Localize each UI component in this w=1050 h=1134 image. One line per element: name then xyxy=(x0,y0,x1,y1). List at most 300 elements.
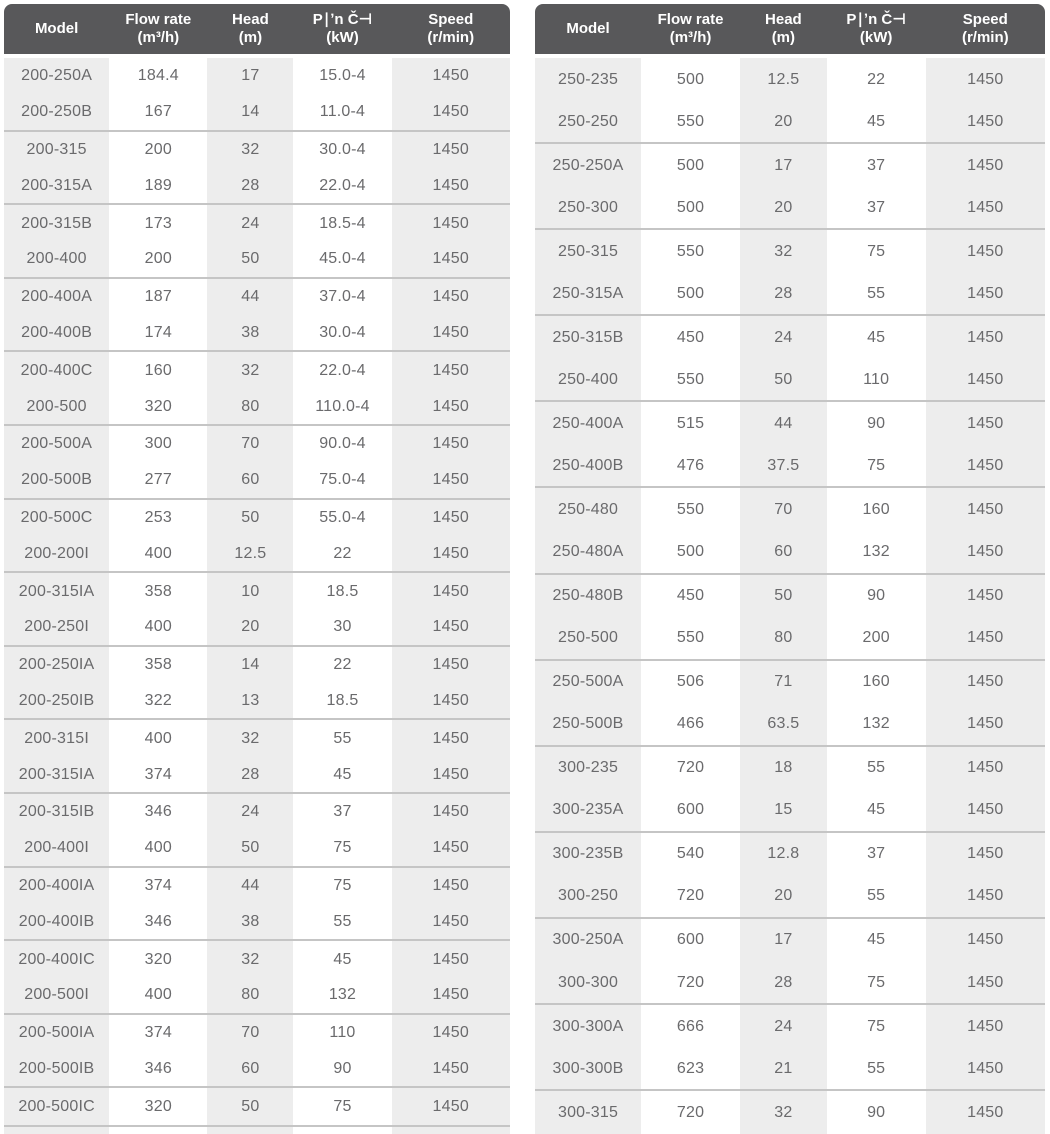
cell-speed: 1450 xyxy=(392,389,510,424)
cell-model: 200-400B xyxy=(4,316,109,351)
cell-model: 250-480A xyxy=(535,532,641,573)
cell-model: 200-400IB xyxy=(4,904,109,939)
cell-speed: 1450 xyxy=(926,833,1045,876)
header-label: P∣ʼn Č⊣ xyxy=(312,11,373,28)
cell-flow-rate: 277 xyxy=(109,463,207,498)
cell-model: 250-480B xyxy=(535,575,641,618)
cell-power: 11.0-4 xyxy=(293,95,391,130)
cell-speed: 1450 xyxy=(926,575,1045,618)
cell-power: 37 xyxy=(827,144,926,187)
cell-head: 12.5 xyxy=(740,58,827,101)
cell-speed: 1450 xyxy=(392,500,510,537)
cell-model: 300-300B xyxy=(535,1048,641,1089)
cell-head: 15 xyxy=(740,790,827,831)
table-row xyxy=(535,359,1045,402)
header-label: Model xyxy=(34,20,79,37)
cell-power: 37.0-4 xyxy=(293,279,391,316)
cell-flow-rate: 540 xyxy=(641,833,740,876)
cell-speed: 1450 xyxy=(926,919,1045,962)
cell-speed: 1450 xyxy=(926,1091,1045,1134)
cell-power: 90 xyxy=(827,402,926,445)
cell-head: 28 xyxy=(740,273,827,314)
table-row xyxy=(4,316,510,353)
cell-head: 24 xyxy=(740,1005,827,1048)
cell-flow-rate: 200 xyxy=(109,132,207,169)
cell-power: 132 xyxy=(827,532,926,573)
cell-flow-rate: 500 xyxy=(641,187,740,228)
cell-power: 55 xyxy=(293,904,391,939)
cell-model: 200-315IA xyxy=(4,757,109,792)
cell-power: 55 xyxy=(827,747,926,790)
table-row xyxy=(535,445,1045,488)
cell-model: 200-250A xyxy=(4,58,109,95)
cell-model: 250-315B xyxy=(535,316,641,359)
cell-speed: 1450 xyxy=(926,704,1045,745)
cell-flow-rate: 189 xyxy=(109,168,207,203)
table-row xyxy=(4,868,510,905)
cell-speed: 1450 xyxy=(392,794,510,831)
cell-model: 250-500A xyxy=(535,661,641,704)
cell-head: 28 xyxy=(207,757,293,792)
table-row xyxy=(4,831,510,868)
cell-head: 20 xyxy=(740,101,827,142)
cell-speed: 1450 xyxy=(392,720,510,757)
cell-flow-rate: 346 xyxy=(109,1052,207,1087)
table-row xyxy=(4,168,510,205)
cell-head: 17 xyxy=(740,144,827,187)
cell-head: 18 xyxy=(740,747,827,790)
cell-model: 200-500C xyxy=(4,500,109,537)
table-row xyxy=(4,684,510,721)
cell-power: 18.5 xyxy=(293,684,391,719)
cell-model: 200-400IA xyxy=(4,868,109,905)
cell-flow-rate: 173 xyxy=(109,205,207,242)
table-row xyxy=(535,833,1045,876)
cell-flow-rate: 160 xyxy=(109,352,207,389)
cell-flow-rate: 600 xyxy=(641,790,740,831)
cell-speed: 1450 xyxy=(926,316,1045,359)
cell-model: 250-315 xyxy=(535,230,641,273)
header-label: Speed xyxy=(962,11,1008,28)
cell-model: 300-250A xyxy=(535,919,641,962)
cell-power: 75 xyxy=(827,1005,926,1048)
cell-head: 20 xyxy=(207,610,293,645)
header-unit: (r/min) xyxy=(961,29,1009,46)
header-label: Flow rate xyxy=(125,11,192,28)
cell-speed: 1450 xyxy=(392,242,510,277)
table-row xyxy=(4,205,510,242)
cell-flow-rate: 400 xyxy=(109,610,207,645)
cell-power: 18.5 xyxy=(293,573,391,610)
cell-flow-rate: 358 xyxy=(109,573,207,610)
cell-power: 90 xyxy=(293,1052,391,1087)
cell-speed: 1450 xyxy=(392,316,510,351)
cell-speed: 1450 xyxy=(926,230,1045,273)
cell-head: 10 xyxy=(207,573,293,610)
cell-power: 45 xyxy=(293,757,391,792)
cell-power: 75 xyxy=(827,230,926,273)
cell-flow-rate: 400 xyxy=(109,831,207,866)
header-label: Speed xyxy=(428,11,474,28)
cell-model: 250-480 xyxy=(535,488,641,531)
cell-speed: 1450 xyxy=(926,101,1045,142)
cell-flow-rate: 187 xyxy=(109,279,207,316)
header-label: P∣ʼn Č⊣ xyxy=(846,11,906,28)
table-row xyxy=(535,230,1045,273)
cell-speed: 1450 xyxy=(392,168,510,203)
column-header-flow-rate xyxy=(641,4,740,54)
cell-head: 20 xyxy=(740,876,827,917)
cell-head: 14 xyxy=(207,95,293,130)
cell-head: 37.5 xyxy=(740,445,827,486)
cell-head: 32 xyxy=(207,132,293,169)
cell-flow-rate: 500 xyxy=(641,532,740,573)
cell-power: 75 xyxy=(827,962,926,1003)
table-row xyxy=(4,757,510,794)
cell-speed: 1450 xyxy=(392,132,510,169)
table-row xyxy=(4,573,510,610)
cell-speed: 1450 xyxy=(392,536,510,571)
table-row xyxy=(535,101,1045,144)
cell-head: 17 xyxy=(207,58,293,95)
table-row xyxy=(535,575,1045,618)
cell-head: 63.5 xyxy=(740,704,827,745)
cell-flow-rate: 300 xyxy=(109,426,207,463)
cell-head: 24 xyxy=(740,316,827,359)
table-body xyxy=(535,58,1045,1134)
cell-power: 75.0-4 xyxy=(293,463,391,498)
cell-flow-rate: 320 xyxy=(109,941,207,978)
cell-flow-rate: 466 xyxy=(641,704,740,745)
cell-speed: 1450 xyxy=(926,187,1045,228)
cell-flow-rate: 500 xyxy=(641,273,740,314)
cell-power: 200 xyxy=(827,618,926,659)
table-row xyxy=(535,1048,1045,1091)
column-header-head xyxy=(207,4,293,54)
cell-speed: 1450 xyxy=(926,1005,1045,1048)
cell-model: 200-200I xyxy=(4,536,109,571)
cell-model: 200-315I xyxy=(4,720,109,757)
cell-flow-rate: 400 xyxy=(109,978,207,1013)
header-unit: (kW) xyxy=(326,29,359,46)
table-row xyxy=(4,941,510,978)
cell-speed: 1450 xyxy=(392,58,510,95)
cell-head: 21 xyxy=(740,1048,827,1089)
cell-flow-rate: 500 xyxy=(641,58,740,101)
header-unit: (m) xyxy=(771,29,796,46)
column-header-power xyxy=(293,4,391,54)
cell-head: 60 xyxy=(740,532,827,573)
cell-power: 30 xyxy=(293,610,391,645)
cell-speed: 1450 xyxy=(926,273,1045,314)
cell-model: 200-315B xyxy=(4,205,109,242)
cell-power: 18.5-4 xyxy=(293,205,391,242)
cell-model: 200-500B xyxy=(4,463,109,498)
cell-head: 80 xyxy=(207,978,293,1013)
pump-spec-table-left xyxy=(4,4,510,1134)
cell-model: 250-500 xyxy=(535,618,641,659)
table-row xyxy=(4,58,510,95)
cell-model: 200-400I xyxy=(4,831,109,866)
cell-power: 30.0-4 xyxy=(293,132,391,169)
cell-flow-rate: 600 xyxy=(641,919,740,962)
cell-speed: 1450 xyxy=(926,359,1045,400)
cell-model: 250-400B xyxy=(535,445,641,486)
cell-power: 160 xyxy=(827,661,926,704)
table-row xyxy=(4,978,510,1015)
table-row xyxy=(4,463,510,500)
cell-power: 45 xyxy=(827,919,926,962)
cell-flow-rate: 666 xyxy=(641,1005,740,1048)
cell-power: 55 xyxy=(827,1048,926,1089)
cell-speed: 1450 xyxy=(926,1048,1045,1089)
cell-model: 300-235 xyxy=(535,747,641,790)
table-row-partial xyxy=(4,1125,510,1134)
cell-speed: 1450 xyxy=(392,684,510,719)
cell-power: 75 xyxy=(293,1088,391,1125)
cell-power: 132 xyxy=(827,704,926,745)
cell-model: 200-500A xyxy=(4,426,109,463)
cell-model: 250-250 xyxy=(535,101,641,142)
cell-power: 55 xyxy=(293,720,391,757)
cell-model: 200-500I xyxy=(4,978,109,1013)
cell-model: 250-300 xyxy=(535,187,641,228)
table-row xyxy=(4,794,510,831)
table-row xyxy=(535,618,1045,661)
cell-power: 45 xyxy=(827,101,926,142)
cell-flow-rate: 500 xyxy=(641,144,740,187)
cell-speed: 1450 xyxy=(392,647,510,684)
cell-flow-rate: 253 xyxy=(109,500,207,537)
cell-power: 22.0-4 xyxy=(293,352,391,389)
cell-model: 200-250I xyxy=(4,610,109,645)
cell-model: 300-315 xyxy=(535,1091,641,1134)
cell-power: 132 xyxy=(293,978,391,1013)
cell-power: 75 xyxy=(293,831,391,866)
cell-flow-rate: 550 xyxy=(641,230,740,273)
cell-speed: 1450 xyxy=(392,205,510,242)
table-row xyxy=(4,1015,510,1052)
cell-speed: 1450 xyxy=(392,904,510,939)
cell-flow-rate: 374 xyxy=(109,1015,207,1052)
cell-model: 300-300 xyxy=(535,962,641,1003)
cell-power: 90 xyxy=(827,575,926,618)
cell-model: 200-400 xyxy=(4,242,109,277)
cell-speed: 1450 xyxy=(926,58,1045,101)
cell-power: 90.0-4 xyxy=(293,426,391,463)
table-row xyxy=(535,144,1045,187)
column-header-flow-rate xyxy=(109,4,207,54)
cell-power: 30.0-4 xyxy=(293,316,391,351)
cell-speed: 1450 xyxy=(392,1052,510,1087)
cell-model: 200-315A xyxy=(4,168,109,203)
cell-model: 300-250 xyxy=(535,876,641,917)
cell-flow-rate: 720 xyxy=(641,747,740,790)
cell-speed: 1450 xyxy=(926,445,1045,486)
cell-power: 75 xyxy=(293,868,391,905)
table-row xyxy=(535,273,1045,316)
cell-head: 70 xyxy=(740,488,827,531)
cell-model: 250-500B xyxy=(535,704,641,745)
table-row xyxy=(535,488,1045,531)
table-row xyxy=(4,904,510,941)
table-row xyxy=(4,352,510,389)
column-header-speed xyxy=(926,4,1045,54)
cell-model: 200-315 xyxy=(4,132,109,169)
cell-flow-rate: 346 xyxy=(109,794,207,831)
cell-head: 13 xyxy=(207,684,293,719)
cell-head: 32 xyxy=(207,352,293,389)
cell-head: 50 xyxy=(207,500,293,537)
cell-speed: 1450 xyxy=(926,747,1045,790)
cell-model: 200-250IA xyxy=(4,647,109,684)
cell-model: 200-500 xyxy=(4,389,109,424)
cell-speed: 1450 xyxy=(392,352,510,389)
table-row xyxy=(4,389,510,426)
header-unit: (r/min) xyxy=(427,29,475,46)
table-row xyxy=(4,536,510,573)
cell-power: 55 xyxy=(827,273,926,314)
cell-power: 45 xyxy=(827,790,926,831)
table-row xyxy=(535,704,1045,747)
cell-power: 90 xyxy=(827,1091,926,1134)
cell-flow-rate: 506 xyxy=(641,661,740,704)
cell-speed: 1450 xyxy=(926,790,1045,831)
header-label: Head xyxy=(765,11,802,28)
table-row xyxy=(535,790,1045,833)
cell-model: 250-400A xyxy=(535,402,641,445)
table-row xyxy=(535,876,1045,919)
table-row xyxy=(4,279,510,316)
table-header xyxy=(535,4,1045,54)
table-row xyxy=(535,661,1045,704)
cell-head: 80 xyxy=(740,618,827,659)
cell-model: 200-400C xyxy=(4,352,109,389)
cell-flow-rate: 720 xyxy=(641,962,740,1003)
cell-speed: 1450 xyxy=(392,426,510,463)
cell-model: 200-250IB xyxy=(4,684,109,719)
cell-head: 32 xyxy=(740,230,827,273)
cell-head: 50 xyxy=(740,359,827,400)
column-header-head xyxy=(740,4,827,54)
cell-flow-rate: 550 xyxy=(641,101,740,142)
cell-flow-rate: 450 xyxy=(641,316,740,359)
cell-power: 22 xyxy=(293,536,391,571)
cell-speed: 1450 xyxy=(926,876,1045,917)
cell-model: 200-315IA xyxy=(4,573,109,610)
table-row xyxy=(535,402,1045,445)
cell-power: 110 xyxy=(827,359,926,400)
table-header xyxy=(4,4,510,54)
cell-flow-rate: 200 xyxy=(109,242,207,277)
cell-flow-rate: 167 xyxy=(109,95,207,130)
cell-model: 200-500IC xyxy=(4,1088,109,1125)
pump-spec-table-right xyxy=(535,4,1045,1134)
cell-model: 200-400A xyxy=(4,279,109,316)
column-header-model xyxy=(535,4,641,54)
table-row xyxy=(4,610,510,647)
cell-head: 50 xyxy=(207,242,293,277)
cell-speed: 1450 xyxy=(392,573,510,610)
table-row xyxy=(535,58,1045,101)
cell-power: 55.0-4 xyxy=(293,500,391,537)
cell-flow-rate: 400 xyxy=(109,536,207,571)
cell-head: 70 xyxy=(207,426,293,463)
column-header-power xyxy=(827,4,926,54)
cell-flow-rate: 184.4 xyxy=(109,58,207,95)
cell-power: 55 xyxy=(827,876,926,917)
table-row xyxy=(535,1091,1045,1134)
cell-model: 300-235B xyxy=(535,833,641,876)
header-unit: (m³/h) xyxy=(669,29,712,46)
table-row xyxy=(4,500,510,537)
table-row xyxy=(535,532,1045,575)
table-row xyxy=(535,316,1045,359)
header-label: Flow rate xyxy=(657,11,724,28)
table-row xyxy=(4,242,510,279)
cell-flow-rate: 322 xyxy=(109,684,207,719)
cell-flow-rate: 374 xyxy=(109,757,207,792)
cell-power: 45 xyxy=(827,316,926,359)
cell-power: 75 xyxy=(827,445,926,486)
cell-head: 12.5 xyxy=(207,536,293,571)
table-row xyxy=(4,647,510,684)
cell-head: 50 xyxy=(207,1088,293,1125)
cell-flow-rate: 623 xyxy=(641,1048,740,1089)
cell-flow-rate: 550 xyxy=(641,618,740,659)
cell-power: 37 xyxy=(827,833,926,876)
cell-flow-rate: 720 xyxy=(641,1091,740,1134)
cell-speed: 1450 xyxy=(392,1088,510,1125)
cell-flow-rate: 320 xyxy=(109,389,207,424)
cell-head: 44 xyxy=(207,279,293,316)
cell-head: 60 xyxy=(207,463,293,498)
cell-flow-rate: 374 xyxy=(109,868,207,905)
cell-head: 32 xyxy=(207,941,293,978)
table-row xyxy=(4,426,510,463)
cell-head: 44 xyxy=(207,868,293,905)
cell-power: 110 xyxy=(293,1015,391,1052)
cell-flow-rate: 346 xyxy=(109,904,207,939)
cell-power: 37 xyxy=(293,794,391,831)
cell-model: 250-250A xyxy=(535,144,641,187)
cell-head: 24 xyxy=(207,205,293,242)
header-unit: (kW) xyxy=(859,29,893,46)
column-header-model xyxy=(4,4,109,54)
cell-model: 200-250B xyxy=(4,95,109,130)
header-label: Model xyxy=(566,20,610,37)
cell-speed: 1450 xyxy=(926,488,1045,531)
cell-speed: 1450 xyxy=(392,1015,510,1052)
cell-flow-rate: 400 xyxy=(109,720,207,757)
cell-speed: 1450 xyxy=(926,962,1045,1003)
table-row xyxy=(4,132,510,169)
cell-head: 32 xyxy=(740,1091,827,1134)
cell-power: 45.0-4 xyxy=(293,242,391,277)
cell-speed: 1450 xyxy=(926,144,1045,187)
table-row xyxy=(4,1052,510,1089)
cell-head: 71 xyxy=(740,661,827,704)
cell-flow-rate: 550 xyxy=(641,359,740,400)
cell-power: 45 xyxy=(293,941,391,978)
cell-power: 22 xyxy=(827,58,926,101)
cell-power: 22 xyxy=(293,647,391,684)
cell-head: 50 xyxy=(740,575,827,618)
cell-head: 38 xyxy=(207,904,293,939)
cell-speed: 1450 xyxy=(926,618,1045,659)
cell-speed: 1450 xyxy=(392,463,510,498)
cell-head: 20 xyxy=(740,187,827,228)
